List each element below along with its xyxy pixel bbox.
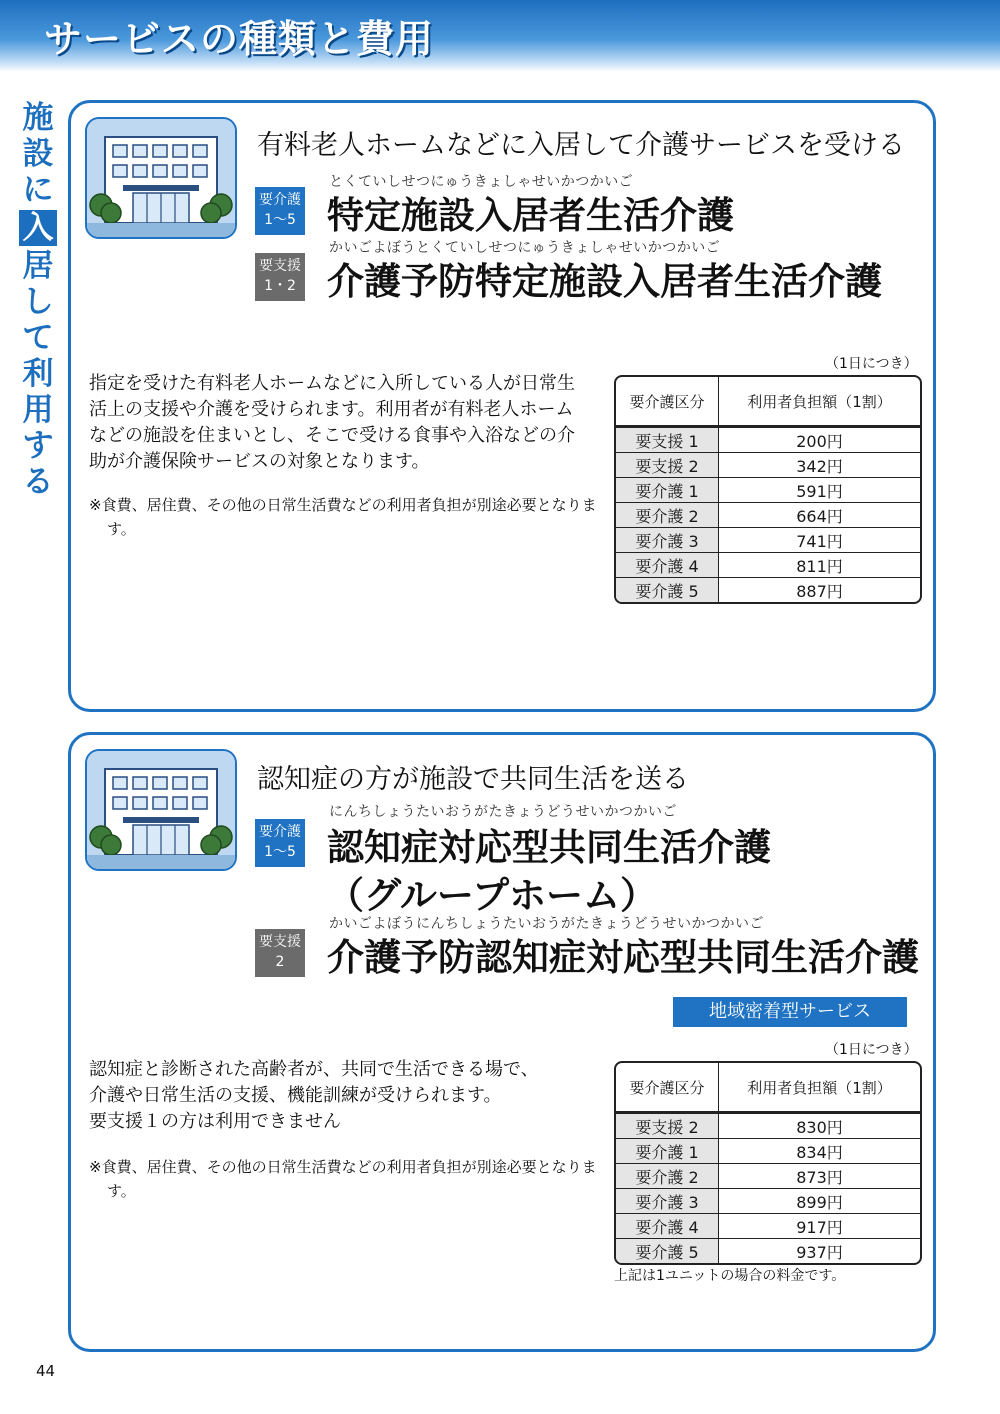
- table-header-cell: 利用者負担額（1割）: [747, 1078, 892, 1097]
- side-label-char: 設: [22, 136, 54, 172]
- side-label-char: 用: [22, 392, 54, 428]
- badge-line: 1〜5: [264, 212, 296, 228]
- description-line: 介護や日常生活の支援、機能訓練が受けられます。: [89, 1085, 502, 1106]
- fee-cell: 887円: [796, 581, 843, 601]
- section-subtitle: 有料老人ホームなどに入居して介護サービスを受ける: [257, 130, 905, 161]
- fee-cell: 200円: [796, 431, 843, 451]
- support-level-badge: [255, 929, 305, 977]
- side-label-char: 利: [22, 356, 54, 392]
- cost-note: ※食費、居住費、その他の日常生活費などの利用者負担が別途必要となります。: [89, 496, 597, 538]
- fee-table: [614, 375, 922, 604]
- service-name: 認知症対応型共同生活介護: [327, 826, 771, 869]
- care-level-badge: [255, 819, 305, 867]
- fee-cell: 811円: [796, 556, 843, 576]
- unit-note: 上記は1ユニットの場合の料金です。: [614, 1268, 846, 1284]
- table-row: [616, 1213, 920, 1238]
- badge-line: 1・2: [264, 278, 296, 294]
- badge-line: 要支援: [259, 258, 301, 274]
- page-title: サービスの種類と費用: [44, 17, 435, 61]
- service-name: 介護予防特定施設入居者生活介護: [327, 260, 882, 303]
- table-header-cell: 要介護区分: [616, 1063, 719, 1111]
- care-level-cell: 要介護 2: [616, 503, 719, 527]
- service-card-group-home: [68, 732, 936, 1352]
- badge-line: 要支援: [259, 934, 301, 950]
- fee-cell: 664円: [796, 506, 843, 526]
- building-icon: [85, 117, 237, 239]
- fee-cell: 917円: [796, 1217, 843, 1237]
- side-label-char: 居: [22, 248, 54, 284]
- service-name-ruby: かいごよぼうとくていしせつにゅうきょしゃせいかつかいご: [329, 240, 721, 256]
- care-level-cell: 要介護 5: [616, 578, 719, 602]
- table-header: [616, 377, 920, 427]
- side-label-char: し: [22, 284, 54, 320]
- care-level-cell: 要支援 1: [616, 428, 719, 452]
- table-row: [616, 577, 920, 602]
- page-number: 44: [36, 1362, 56, 1380]
- side-label-char: す: [22, 428, 54, 464]
- badge-line: 1〜5: [264, 844, 296, 860]
- service-card-facility: [68, 100, 936, 712]
- cost-note: ※食費、居住費、その他の日常生活費などの利用者負担が別途必要となります。: [89, 1158, 597, 1200]
- support-level-badge: [255, 253, 305, 301]
- care-level-cell: 要支援 2: [616, 1114, 719, 1138]
- fee-cell: 591円: [796, 481, 843, 501]
- table-header: [616, 1063, 920, 1113]
- fee-cell: 834円: [796, 1142, 843, 1162]
- care-level-cell: 要介護 1: [616, 478, 719, 502]
- community-service-badge: 地域密着型サービス: [673, 997, 907, 1027]
- care-level-cell: 要介護 4: [616, 553, 719, 577]
- badge-line: 要介護: [259, 824, 301, 840]
- care-level-cell: 要介護 1: [616, 1139, 719, 1163]
- badge-line: 2: [275, 954, 285, 970]
- care-level-cell: 要支援 2: [616, 453, 719, 477]
- fee-table: [614, 1061, 922, 1265]
- fee-cell: 342円: [796, 456, 843, 476]
- side-label-char-highlight: 入: [19, 210, 57, 246]
- side-label-char: て: [22, 320, 54, 356]
- table-row: [616, 452, 920, 477]
- care-level-cell: 要介護 3: [616, 528, 719, 552]
- service-name-ruby: とくていしせつにゅうきょしゃせいかつかいご: [329, 174, 634, 190]
- per-day-label: （1日につき）: [825, 356, 918, 372]
- side-label-char: る: [22, 464, 54, 500]
- table-row: [616, 502, 920, 527]
- care-level-cell: 要介護 3: [616, 1189, 719, 1213]
- side-label-char: に: [22, 172, 54, 208]
- table-row: [616, 1138, 920, 1163]
- per-day-label: （1日につき）: [825, 1042, 918, 1058]
- care-level-badge: [255, 187, 305, 235]
- description-line: 認知症と診断された高齢者が、共同で生活できる場で、: [89, 1059, 539, 1080]
- fee-cell: 830円: [796, 1117, 843, 1137]
- care-level-cell: 要介護 4: [616, 1214, 719, 1238]
- care-level-cell: 要介護 2: [616, 1164, 719, 1188]
- table-row: [616, 427, 920, 452]
- fee-cell: 937円: [796, 1242, 843, 1262]
- service-name-ruby: かいごよぼうにんちしょうたいおうがたきょうどうせいかつかいご: [329, 916, 764, 932]
- care-level-cell: 要介護 5: [616, 1239, 719, 1263]
- table-header-cell: 利用者負担額（1割）: [747, 392, 892, 411]
- service-description: [89, 1057, 589, 1135]
- description-line: 要支援１の方は利用できません: [89, 1111, 341, 1132]
- service-description: 指定を受けた有料老人ホームなどに入所している人が日常生活上の支援や介護を受けられます。利用者が有料老人ホームなどの施設を住まいとし、そこで受ける食事や入浴などの介助が介護保険サービスの対象となります。: [89, 373, 575, 472]
- fee-cell: 899円: [796, 1192, 843, 1212]
- building-icon: [85, 749, 237, 871]
- fee-cell: 741円: [796, 531, 843, 551]
- badge-line: 要介護: [259, 192, 301, 208]
- table-row: [616, 1238, 920, 1263]
- section-subtitle: 認知症の方が施設で共同生活を送る: [257, 764, 689, 795]
- table-row: [616, 1188, 920, 1213]
- table-row: [616, 1163, 920, 1188]
- table-header-cell: 要介護区分: [616, 377, 719, 425]
- table-row: [616, 1113, 920, 1138]
- service-name-ruby: にんちしょうたいおうがたきょうどうせいかつかいご: [329, 804, 677, 820]
- service-name-secondary: （グループホーム）: [327, 874, 658, 917]
- table-row: [616, 477, 920, 502]
- service-name: 特定施設入居者生活介護: [327, 194, 734, 237]
- table-row: [616, 527, 920, 552]
- side-label: [16, 100, 60, 500]
- side-label-char: 施: [22, 100, 54, 136]
- table-row: [616, 552, 920, 577]
- fee-cell: 873円: [796, 1167, 843, 1187]
- service-name: 介護予防認知症対応型共同生活介護: [327, 936, 919, 979]
